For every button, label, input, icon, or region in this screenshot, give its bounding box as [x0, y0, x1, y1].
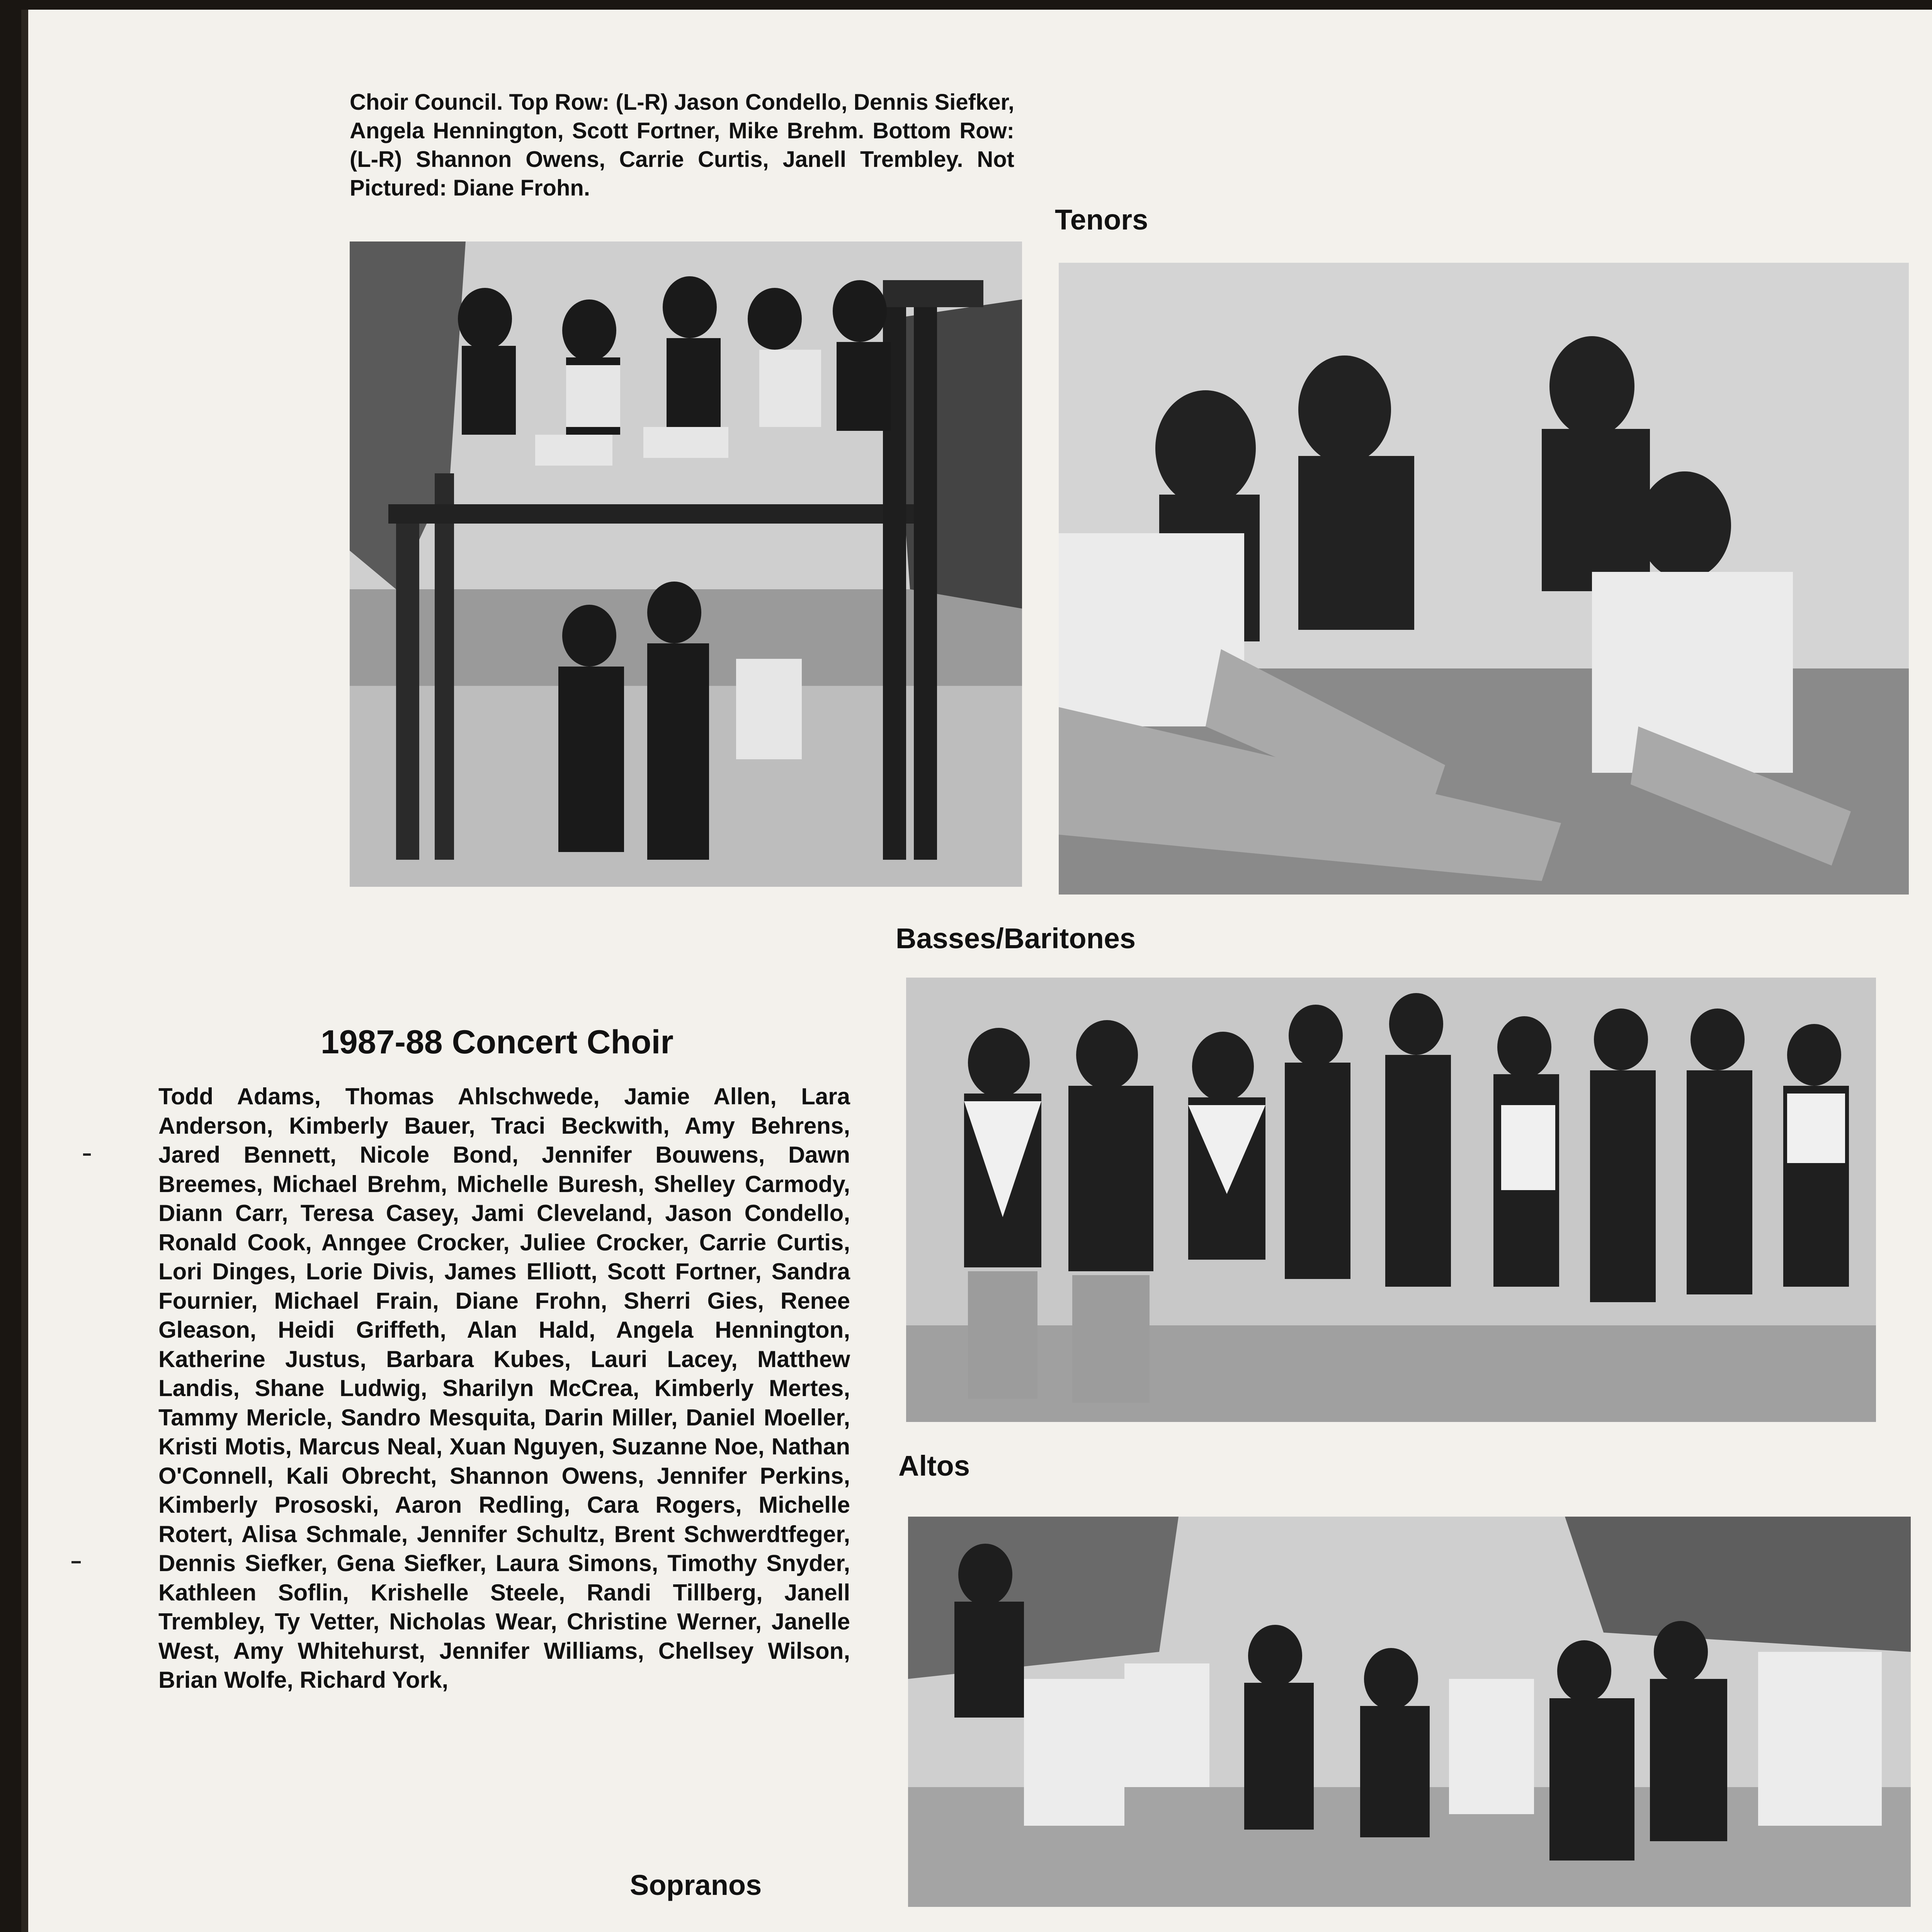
- altos-label: Altos: [898, 1450, 970, 1482]
- left-margin-mark: [71, 1561, 81, 1563]
- concert-choir-title: 1987-88 Concert Choir: [321, 1024, 673, 1061]
- concert-choir-roster: Todd Adams, Thomas Ahlschwede, Jamie Allen, Lara Anderson, Kimberly Bauer, Traci Beckwith, Amy Behrens, Jared Bennett, Nicole Bond, Jennifer Bouwens, Dawn Breemes, Michael Brehm, Michelle Buresh, Shelley Carmody, Diann Carr, Teresa Casey, Jami Cleveland, Jason Condello, Ronald Cook, Anngee Crocker, Juliee Crocker, Carrie Curtis, Lori Dinges, Lorie Divis, James Elliott, Scott Fortner, Sandra Fournier, Michael Frain, Diane Frohn, Sherri Gies, Renee Gleason, Heidi Griffeth, Alan Hald, Angela Hennington, Katherine Justus, Barbara Kubes, Lauri Lacey, Matthew Landis, Shane Ludwig, Sharilyn McCrea, Kimberly Mertes, Tammy Mericle, Sandro Mesquita, Darin Miller, Daniel Moeller, Kristi Motis, Marcus Neal, Xuan Nguyen, Suzanne Noe, Nathan O'Connell, Kali Obrecht, Shannon Owens, Jennifer Perkins, Kimberly Prososki, Aaron Redling, Cara Rogers, Michelle Rotert, Alisa Schmale, Jennifer Schultz, Brent Schwerdtfeger, Dennis Siefker, Gena Siefker, Laura Simons, Timothy Snyder, Kathleen Soflin, Krishelle Steele, Randi Tillberg, Janell Trembley, Ty Vetter, Nicholas Wear, Christine Werner, Janelle West, Amy Whitehurst, Jennifer Williams, Chellsey Wilson, Brian Wolfe, Richard York,: [158, 1083, 850, 1693]
- choir-council-photo: [350, 242, 1022, 887]
- altos-photo: [908, 1517, 1911, 1907]
- basses-baritones-label: Basses/Baritones: [896, 922, 1136, 954]
- choir-council-caption: Choir Council. Top Row: (L-R) Jason Condello, Dennis Siefker, Angela Hennington, Scott Fortner, Mike Brehm. Bottom Row: (L-R) Shannon Owens, Carrie Curtis, Janell Trembley. Not Pictured: Diane Frohn.: [350, 90, 1014, 201]
- sopranos-label: Sopranos: [630, 1869, 762, 1901]
- basses-baritones-photo: [906, 978, 1876, 1422]
- left-margin-mark: [83, 1153, 91, 1156]
- tenors-photo: [1059, 263, 1909, 895]
- tenors-label: Tenors: [1055, 204, 1148, 236]
